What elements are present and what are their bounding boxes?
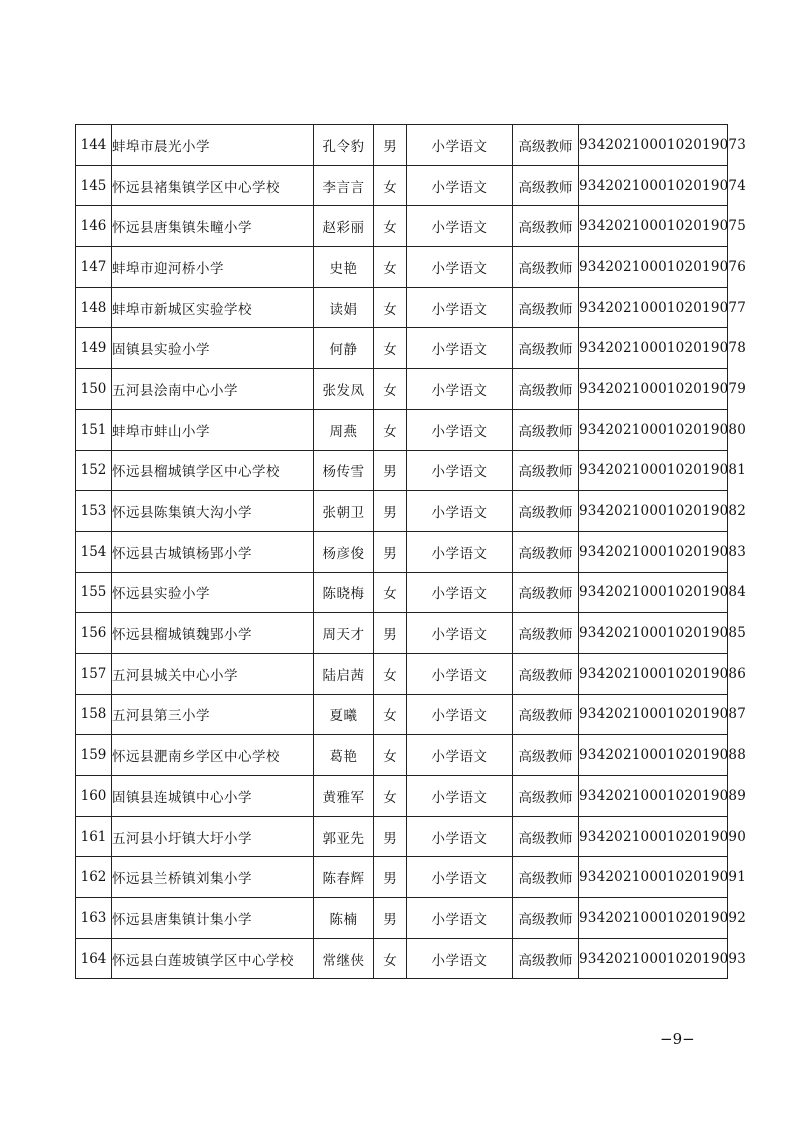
professional-title-cell: 高级教师: [513, 776, 579, 817]
teacher-name-cell: 周燕: [314, 409, 374, 450]
professional-title-cell: 高级教师: [513, 206, 579, 247]
school-name-cell: 怀远县唐集镇朱疃小学: [112, 206, 314, 247]
table-row: [76, 125, 728, 166]
school-name-cell: 蚌埠市迎河桥小学: [112, 247, 314, 288]
certificate-number-cell: 9342021000102019088: [579, 735, 728, 776]
subject-cell: 小学语文: [407, 735, 513, 776]
school-name-cell: 怀远县古城镇杨郢小学: [112, 531, 314, 572]
certificate-number-cell: 9342021000102019089: [579, 776, 728, 817]
table-row: [76, 776, 728, 817]
roster-body: [76, 125, 746, 979]
gender-cell: 女: [374, 694, 407, 735]
gender-cell: 女: [374, 776, 407, 817]
row-number-cell: 157: [76, 653, 112, 694]
table-row: [76, 328, 728, 369]
teacher-name-cell: 孔令豹: [314, 125, 374, 166]
gender-cell: 男: [374, 857, 407, 898]
subject-cell: 小学语文: [407, 613, 513, 654]
professional-title-cell: 高级教师: [513, 816, 579, 857]
subject-cell: 小学语文: [407, 369, 513, 410]
subject-cell: 小学语文: [407, 206, 513, 247]
school-name-cell: 五河县城关中心小学: [112, 653, 314, 694]
gender-cell: 男: [374, 816, 407, 857]
table-row: [76, 572, 728, 613]
row-number-cell: 145: [76, 165, 112, 206]
gender-cell: 女: [374, 938, 407, 979]
row-number-cell: 150: [76, 369, 112, 410]
certificate-number-cell: 9342021000102019091: [579, 857, 728, 898]
table-row: [76, 247, 728, 288]
table-row: [76, 369, 728, 410]
school-name-cell: 蚌埠市蚌山小学: [112, 409, 314, 450]
subject-cell: 小学语文: [407, 125, 513, 166]
certificate-number-cell: 9342021000102019074: [579, 165, 728, 206]
certificate-number-cell: 9342021000102019087: [579, 694, 728, 735]
subject-cell: 小学语文: [407, 653, 513, 694]
gender-cell: 女: [374, 653, 407, 694]
row-number-cell: 146: [76, 206, 112, 247]
row-number-cell: 148: [76, 287, 112, 328]
certificate-number-cell: 9342021000102019086: [579, 653, 728, 694]
teacher-name-cell: 常继侠: [314, 938, 374, 979]
school-name-cell: 怀远县陈集镇大沟小学: [112, 491, 314, 532]
certificate-number-cell: 9342021000102019084: [579, 572, 728, 613]
row-number-cell: 153: [76, 491, 112, 532]
professional-title-cell: 高级教师: [513, 694, 579, 735]
teacher-name-cell: 杨传雪: [314, 450, 374, 491]
subject-cell: 小学语文: [407, 776, 513, 817]
teacher-name-cell: 夏曦: [314, 694, 374, 735]
teacher-name-cell: 张朝卫: [314, 491, 374, 532]
row-number-cell: 154: [76, 531, 112, 572]
school-name-cell: 怀远县唐集镇计集小学: [112, 898, 314, 939]
certificate-number-cell: 9342021000102019080: [579, 409, 728, 450]
subject-cell: 小学语文: [407, 531, 513, 572]
professional-title-cell: 高级教师: [513, 898, 579, 939]
gender-cell: 男: [374, 613, 407, 654]
subject-cell: 小学语文: [407, 857, 513, 898]
teacher-roster-table: [75, 124, 746, 979]
row-number-cell: 156: [76, 613, 112, 654]
gender-cell: 男: [374, 450, 407, 491]
table-row: [76, 735, 728, 776]
teacher-name-cell: 陈晓梅: [314, 572, 374, 613]
row-number-cell: 152: [76, 450, 112, 491]
subject-cell: 小学语文: [407, 247, 513, 288]
table-row: [76, 816, 728, 857]
row-number-cell: 160: [76, 776, 112, 817]
school-name-cell: 五河县小圩镇大圩小学: [112, 816, 314, 857]
teacher-name-cell: 葛艳: [314, 735, 374, 776]
school-name-cell: 怀远县兰桥镇刘集小学: [112, 857, 314, 898]
table-row: [76, 206, 728, 247]
professional-title-cell: 高级教师: [513, 125, 579, 166]
subject-cell: 小学语文: [407, 409, 513, 450]
gender-cell: 女: [374, 247, 407, 288]
professional-title-cell: 高级教师: [513, 572, 579, 613]
table-row: [76, 450, 728, 491]
gender-cell: 男: [374, 898, 407, 939]
table-row: [76, 409, 728, 450]
subject-cell: 小学语文: [407, 816, 513, 857]
professional-title-cell: 高级教师: [513, 531, 579, 572]
row-number-cell: 149: [76, 328, 112, 369]
teacher-name-cell: 李言言: [314, 165, 374, 206]
school-name-cell: 五河县浍南中心小学: [112, 369, 314, 410]
table-row: [76, 898, 728, 939]
professional-title-cell: 高级教师: [513, 247, 579, 288]
certificate-number-cell: 9342021000102019079: [579, 369, 728, 410]
teacher-name-cell: 陈春辉: [314, 857, 374, 898]
table-row: [76, 531, 728, 572]
professional-title-cell: 高级教师: [513, 491, 579, 532]
certificate-number-cell: 9342021000102019075: [579, 206, 728, 247]
subject-cell: 小学语文: [407, 287, 513, 328]
gender-cell: 女: [374, 409, 407, 450]
school-name-cell: 固镇县实验小学: [112, 328, 314, 369]
teacher-name-cell: 陈楠: [314, 898, 374, 939]
subject-cell: 小学语文: [407, 572, 513, 613]
school-name-cell: 固镇县连城镇中心小学: [112, 776, 314, 817]
row-number-cell: 151: [76, 409, 112, 450]
professional-title-cell: 高级教师: [513, 450, 579, 491]
professional-title-cell: 高级教师: [513, 165, 579, 206]
school-name-cell: 怀远县白莲坡镇学区中心学校: [112, 938, 314, 979]
gender-cell: 女: [374, 328, 407, 369]
table-row: [76, 857, 728, 898]
gender-cell: 男: [374, 125, 407, 166]
gender-cell: 女: [374, 735, 407, 776]
certificate-number-cell: 9342021000102019077: [579, 287, 728, 328]
certificate-number-cell: 9342021000102019073: [579, 125, 728, 166]
certificate-number-cell: 9342021000102019085: [579, 613, 728, 654]
teacher-name-cell: 黄雅军: [314, 776, 374, 817]
gender-cell: 男: [374, 491, 407, 532]
certificate-number-cell: 9342021000102019083: [579, 531, 728, 572]
certificate-number-cell: 9342021000102019090: [579, 816, 728, 857]
row-number-cell: 164: [76, 938, 112, 979]
row-number-cell: 159: [76, 735, 112, 776]
subject-cell: 小学语文: [407, 898, 513, 939]
teacher-name-cell: 张发凤: [314, 369, 374, 410]
school-name-cell: 五河县第三小学: [112, 694, 314, 735]
subject-cell: 小学语文: [407, 450, 513, 491]
table-row: [76, 287, 728, 328]
teacher-name-cell: 陆启茜: [314, 653, 374, 694]
gender-cell: 女: [374, 287, 407, 328]
table-row: [76, 653, 728, 694]
table-row: [76, 613, 728, 654]
gender-cell: 女: [374, 165, 407, 206]
school-name-cell: 怀远县榴城镇魏郢小学: [112, 613, 314, 654]
gender-cell: 女: [374, 206, 407, 247]
gender-cell: 男: [374, 531, 407, 572]
teacher-name-cell: 杨彦俊: [314, 531, 374, 572]
certificate-number-cell: 9342021000102019081: [579, 450, 728, 491]
gender-cell: 女: [374, 572, 407, 613]
subject-cell: 小学语文: [407, 165, 513, 206]
professional-title-cell: 高级教师: [513, 857, 579, 898]
row-number-cell: 162: [76, 857, 112, 898]
teacher-name-cell: 何静: [314, 328, 374, 369]
row-number-cell: 158: [76, 694, 112, 735]
professional-title-cell: 高级教师: [513, 653, 579, 694]
teacher-name-cell: 郭亚先: [314, 816, 374, 857]
subject-cell: 小学语文: [407, 938, 513, 979]
row-number-cell: 163: [76, 898, 112, 939]
table-row: [76, 694, 728, 735]
teacher-name-cell: 赵彩丽: [314, 206, 374, 247]
teacher-name-cell: 史艳: [314, 247, 374, 288]
professional-title-cell: 高级教师: [513, 938, 579, 979]
teacher-name-cell: 读娟: [314, 287, 374, 328]
certificate-number-cell: 9342021000102019092: [579, 898, 728, 939]
school-name-cell: 蚌埠市新城区实验学校: [112, 287, 314, 328]
gender-cell: 女: [374, 369, 407, 410]
school-name-cell: 怀远县实验小学: [112, 572, 314, 613]
professional-title-cell: 高级教师: [513, 369, 579, 410]
professional-title-cell: 高级教师: [513, 735, 579, 776]
school-name-cell: 怀远县淝南乡学区中心学校: [112, 735, 314, 776]
row-number-cell: 155: [76, 572, 112, 613]
row-number-cell: 147: [76, 247, 112, 288]
professional-title-cell: 高级教师: [513, 287, 579, 328]
subject-cell: 小学语文: [407, 491, 513, 532]
school-name-cell: 怀远县褚集镇学区中心学校: [112, 165, 314, 206]
subject-cell: 小学语文: [407, 328, 513, 369]
certificate-number-cell: 9342021000102019078: [579, 328, 728, 369]
certificate-number-cell: 9342021000102019093: [579, 938, 728, 979]
page-number: −9−: [660, 1030, 695, 1048]
certificate-number-cell: 9342021000102019082: [579, 491, 728, 532]
row-number-cell: 161: [76, 816, 112, 857]
school-name-cell: 怀远县榴城镇学区中心学校: [112, 450, 314, 491]
table-row: [76, 491, 728, 532]
professional-title-cell: 高级教师: [513, 613, 579, 654]
teacher-name-cell: 周天才: [314, 613, 374, 654]
subject-cell: 小学语文: [407, 694, 513, 735]
certificate-number-cell: 9342021000102019076: [579, 247, 728, 288]
table-row: [76, 938, 728, 979]
professional-title-cell: 高级教师: [513, 409, 579, 450]
school-name-cell: 蚌埠市晨光小学: [112, 125, 314, 166]
professional-title-cell: 高级教师: [513, 328, 579, 369]
row-number-cell: 144: [76, 125, 112, 166]
table-row: [76, 165, 728, 206]
